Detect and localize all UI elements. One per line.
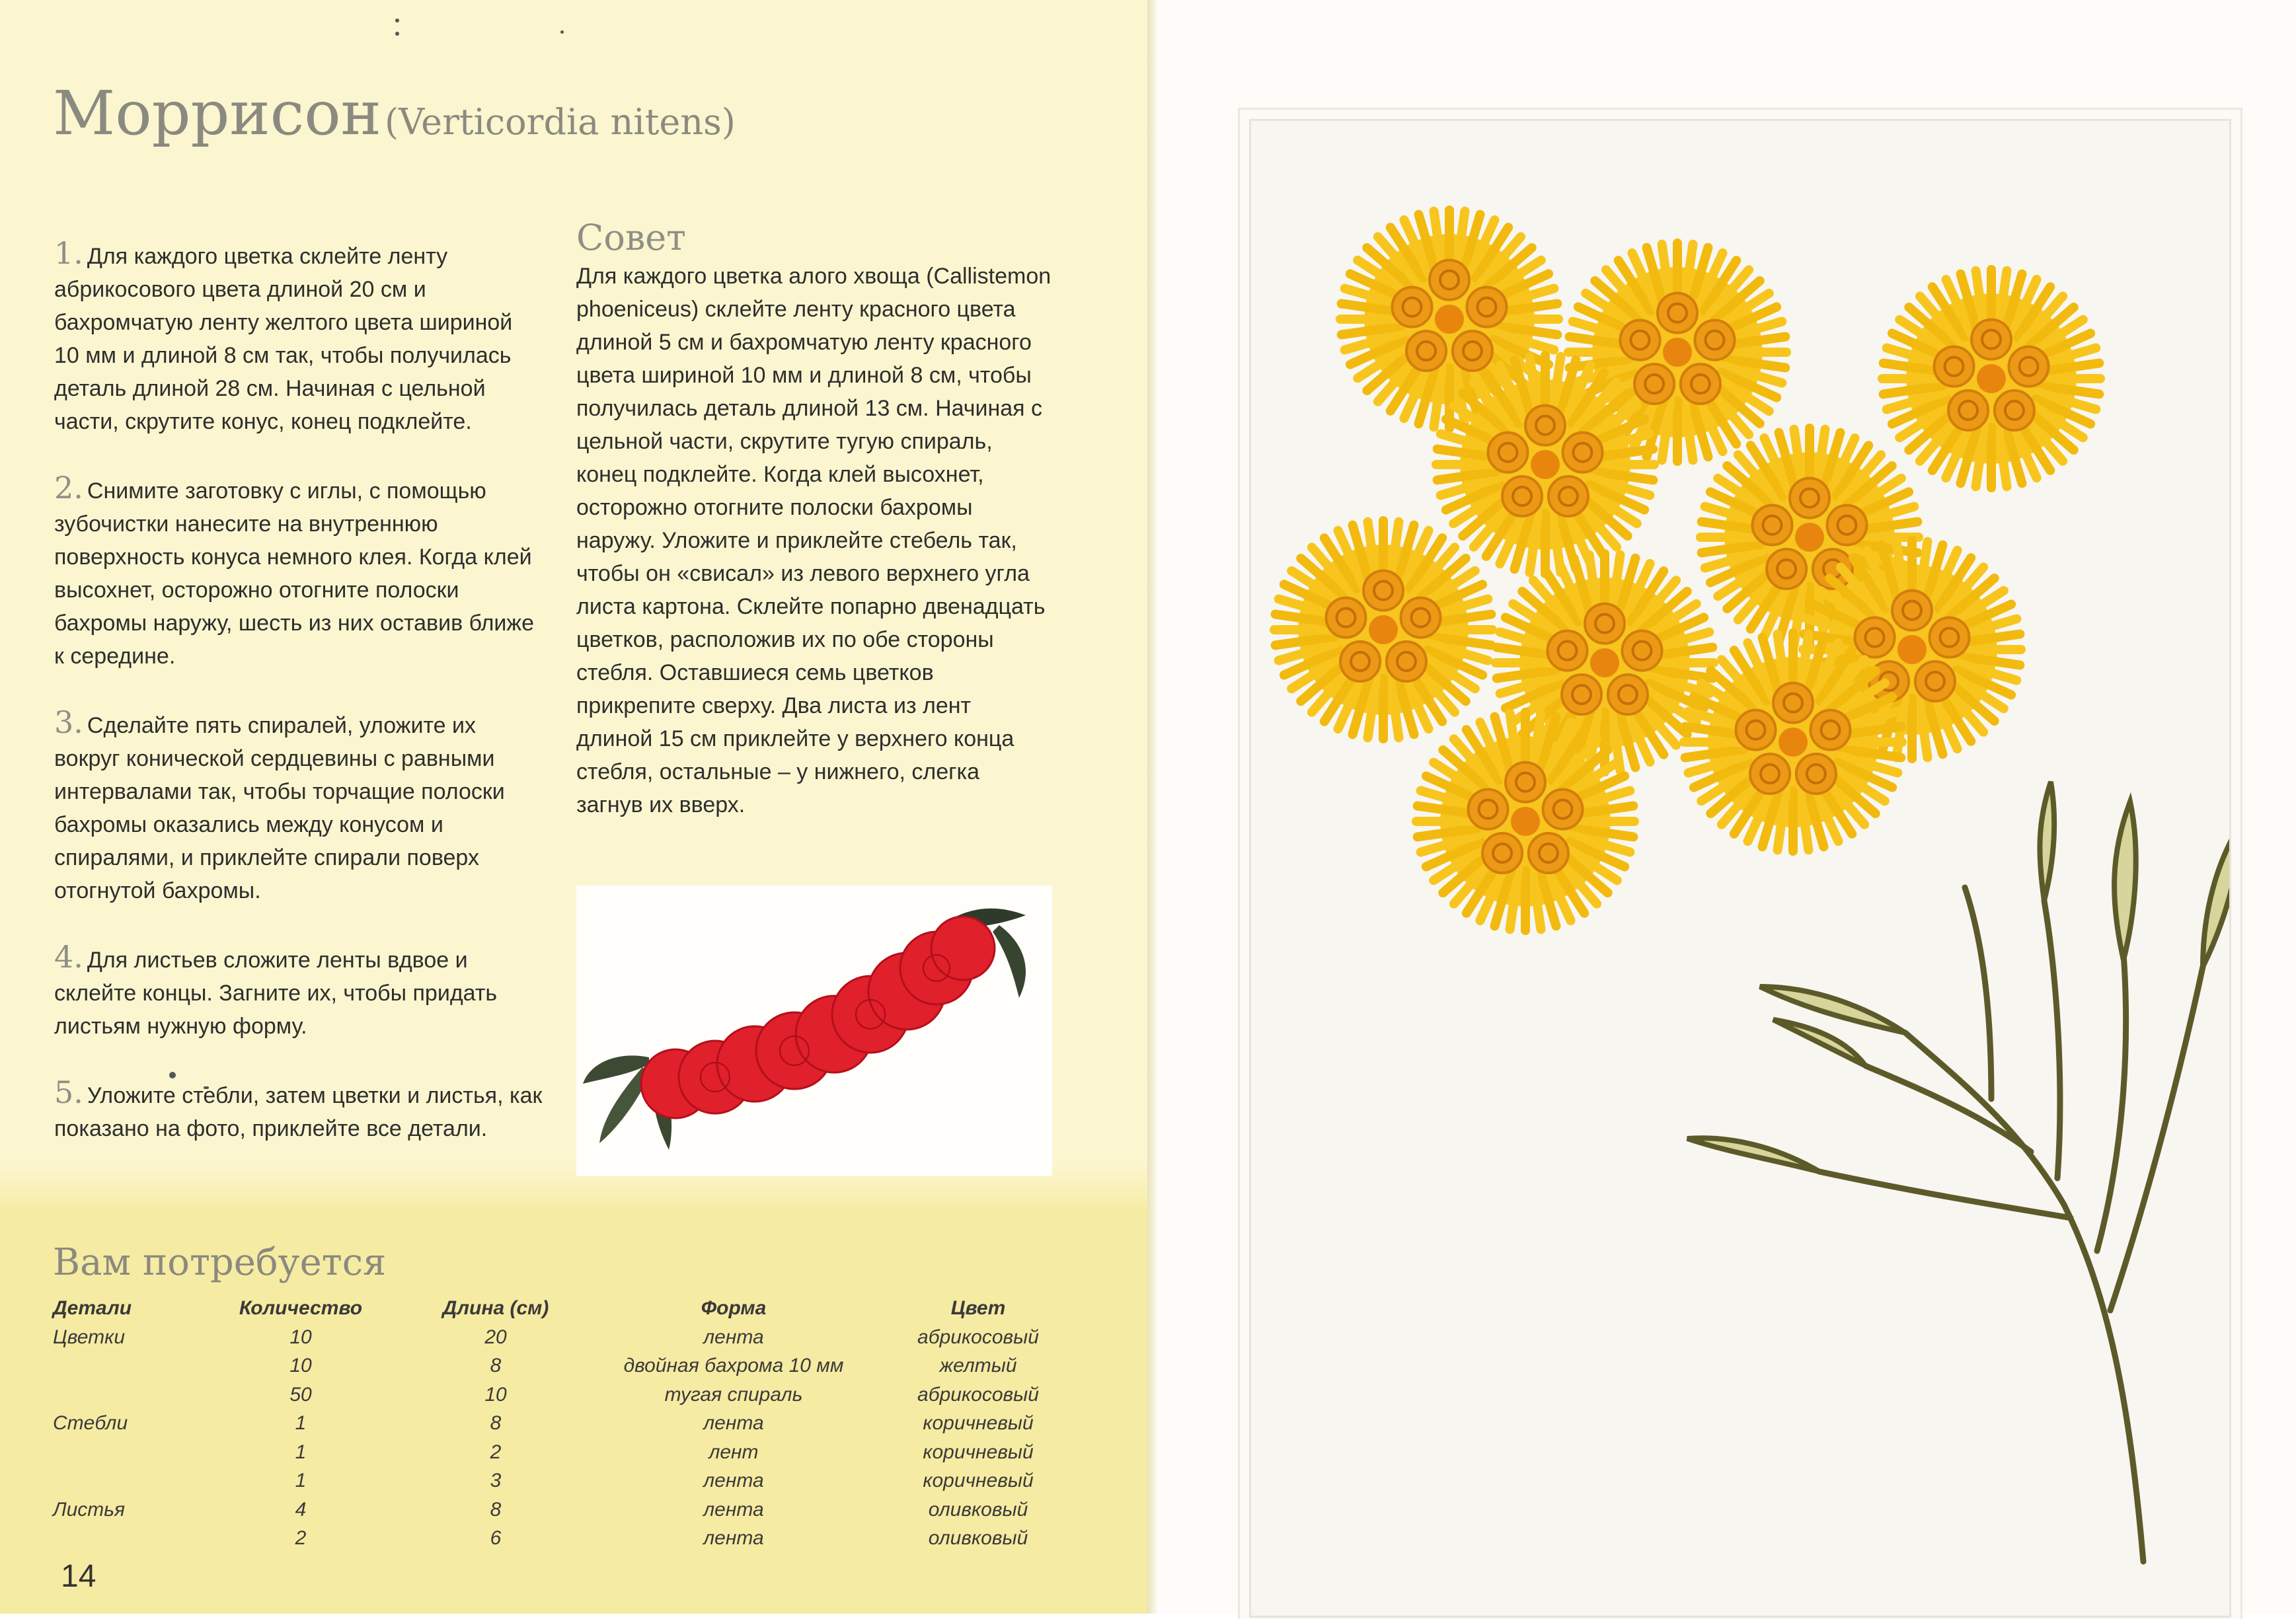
step [54, 1076, 543, 1145]
scan-speck [395, 19, 399, 22]
callistemon-photo [576, 885, 1052, 1176]
table-cell: 50 [289, 1383, 312, 1406]
column-header: Количество [239, 1297, 363, 1319]
page-number: 14 [61, 1559, 96, 1594]
leaf-shape [993, 925, 1026, 998]
table-cell: оливковый [928, 1498, 1028, 1521]
table-cell: 1 [295, 1470, 307, 1492]
red-flower-body [641, 917, 995, 1118]
wattle-flower-illustration [1251, 121, 2229, 1616]
materials-title: Вам потребуется [53, 1241, 387, 1284]
column-header: Детали [53, 1297, 132, 1319]
table-row [53, 1525, 1084, 1554]
left-page [0, 0, 1147, 1614]
step-text: Для каждого цветка склейте ленту абрикосового цвета длиной 20 см и бахромчатую ленту желтого цвета шириной 10 мм и длиной 8 см так, чтобы получилась деталь длиной 28 см. Начиная с цельной части, скрутите конус, конец подклейте. [54, 244, 513, 434]
step-number: 5. [54, 1074, 83, 1110]
table-row [53, 1380, 1084, 1410]
tip-box [576, 217, 1052, 821]
table-cell: тугая спираль [664, 1383, 803, 1406]
column-header: Цвет [950, 1297, 1006, 1319]
table-cell: коричневый [923, 1441, 1034, 1463]
table-cell: 10 [289, 1326, 312, 1348]
scan-speck [395, 32, 399, 36]
quilled-flower [1882, 270, 2100, 488]
book-fold [1147, 0, 1159, 1614]
tip-text: Для каждого цветка алого хвоща (Callistemon phoeniceus) склейте ленту красного цвета длиной 5 см и бахромчатую ленту красного цвета шириной 10 мм и длиной 8 см, чтобы получилась деталь длиной 13 см. Начиная с цельной части, скрутите тугую спираль, конец подклейте. Когда клей высохнет, осторожно отогните полоски бахромы наружу. Уложите и приклейте стебель так, чтобы он «свисал» из левого верхнего угла листа картона. Склейте попарно двенадцать цветков, расположив их по обе стороны стебля. Оставшиеся семь цветков прикрепите сверху. Два листа из лент длиной 15 см приклейте у верхнего конца стебля, остальные – у нижнего, слегка загнув их вверх. [576, 264, 1052, 817]
materials-table [53, 1294, 1084, 1553]
table-cell: 8 [490, 1355, 502, 1377]
step-number: 3. [54, 704, 83, 740]
table-cell: 1 [295, 1441, 307, 1463]
table-cell: Цветки [53, 1326, 125, 1348]
title-latin: (Verticordia nitens) [385, 101, 736, 143]
column-header: Длина (см) [442, 1297, 549, 1319]
table-cell: абрикосовый [917, 1326, 1039, 1348]
table-cell: 8 [490, 1498, 502, 1521]
table-header-row [53, 1294, 1084, 1323]
table-cell: 4 [295, 1498, 307, 1521]
table-cell: 20 [484, 1326, 507, 1348]
table-cell: 6 [490, 1527, 502, 1550]
table-cell: лента [703, 1470, 764, 1492]
table-cell: 8 [490, 1412, 502, 1435]
quilled-flower [1274, 521, 1492, 739]
table-cell: 10 [484, 1383, 507, 1406]
table-cell: 2 [295, 1527, 307, 1550]
table-cell: лента [703, 1527, 764, 1550]
table-row [53, 1352, 1084, 1381]
column-header: Форма [701, 1297, 767, 1319]
table-cell: двойная бахрома 10 мм [623, 1355, 844, 1377]
table-cell: оливковый [928, 1527, 1028, 1550]
step-number: 1. [54, 235, 83, 271]
tip-title: Совет [576, 217, 687, 258]
table-cell [53, 1438, 205, 1467]
step [54, 940, 543, 1043]
table-row [53, 1323, 1084, 1352]
table-row [53, 1495, 1084, 1525]
scan-speck [560, 30, 564, 34]
table-cell [53, 1352, 205, 1381]
table-cell: 2 [490, 1441, 502, 1463]
table-cell: коричневый [923, 1470, 1034, 1492]
table-cell: 10 [289, 1355, 312, 1377]
step-text: Сделайте пять спиралей, уложите их вокруг конической сердцевины с равными интервалами так, чтобы торчащие полоски бахромы оказались между конусом и спиралями, и приклейте спирали поверх отогнутой бахромы. [54, 713, 505, 903]
table-cell: коричневый [923, 1412, 1034, 1435]
greeting-card [1249, 119, 2231, 1618]
step [54, 706, 543, 907]
table-row [53, 1410, 1084, 1439]
step-text: Для листьев сложите ленты вдвое и склейте концы. Загните их, чтобы придать листьям нужную форму. [54, 948, 498, 1039]
table-cell: Стебли [53, 1412, 128, 1435]
step-text: Уложите стебли, затем цветки и листья, как показано на фото, приклейте все детали. [54, 1083, 543, 1141]
instruction-steps [54, 237, 543, 1178]
stem-lines [1819, 887, 2203, 1562]
step-text: Снимите заготовку с иглы, с помощью зубочистки нанесите на внутреннюю поверхность конуса немного клея. Когда клей высохнет, осторожно отогните полоски бахромы наружу, шесть из них оставив ближе к середине. [54, 478, 535, 669]
step [54, 471, 543, 673]
title-russian: Моррисон [53, 78, 381, 149]
red-flower-craft-illustration [576, 885, 1052, 1176]
table-cell: лента [703, 1412, 764, 1435]
table-cell: 3 [490, 1470, 502, 1492]
table-cell [53, 1525, 205, 1554]
table-cell: лента [703, 1498, 764, 1521]
step-number: 2. [54, 470, 83, 506]
table-row [53, 1438, 1084, 1467]
table-cell: лента [703, 1326, 764, 1348]
step [54, 237, 543, 438]
table-cell: желтый [939, 1355, 1017, 1377]
table-cell [53, 1380, 205, 1410]
table-cell: 1 [295, 1412, 307, 1435]
table-row [53, 1467, 1084, 1496]
flower-cluster [1274, 210, 2100, 930]
table-cell: лент [708, 1441, 759, 1463]
table-cell: Листья [53, 1498, 126, 1521]
page-title [53, 78, 736, 149]
table-cell [53, 1467, 205, 1496]
table-cell: абрикосовый [917, 1383, 1039, 1406]
step-number: 4. [54, 939, 83, 975]
